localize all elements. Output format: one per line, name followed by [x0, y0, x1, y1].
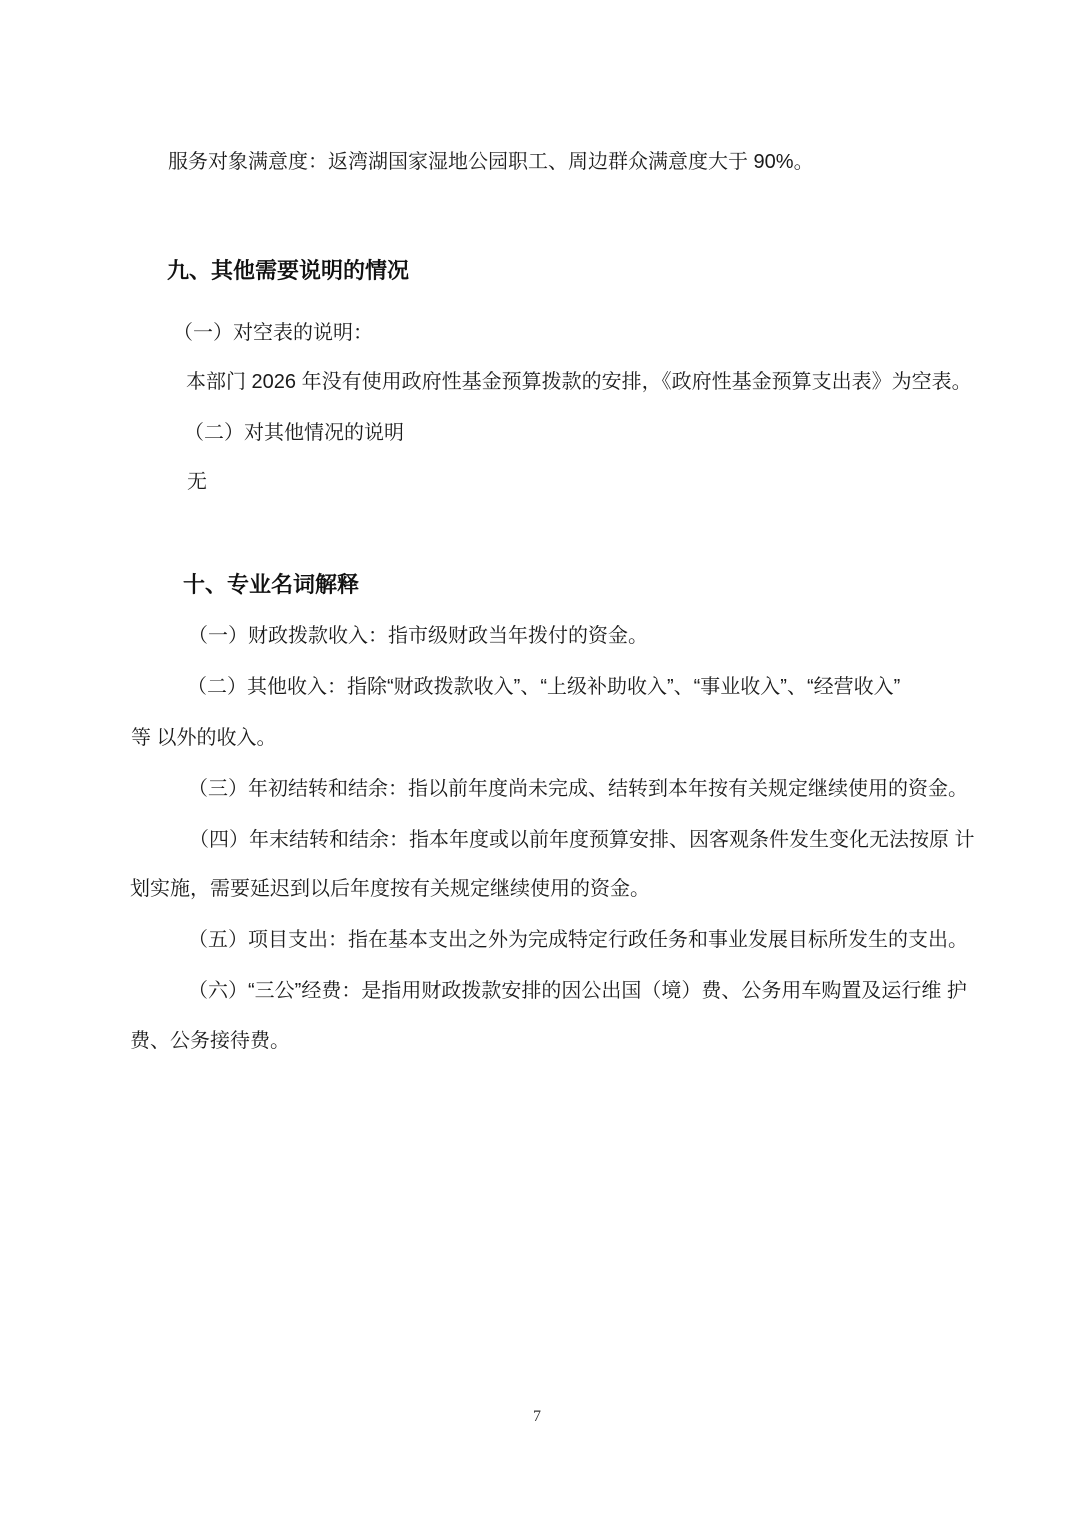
term-two-line-one: （二）其他收入：指除“财政拨款收入”、“上级补助收入”、“事业收入”、“经营收入”	[187, 676, 901, 698]
item-one-empty-table-label: （一）对空表的说明：	[173, 322, 373, 344]
section-ten-heading: 十、专业名词解释	[183, 572, 360, 597]
section-nine-heading: 九、其他需要说明的情况	[167, 258, 410, 283]
empty-table-explanation: 本部门 2026 年没有使用政府性基金预算拨款的安排，《政府性基金预算支出表》为空表。	[186, 371, 972, 393]
item-two-other-label: （二）对其他情况的说明	[184, 422, 404, 444]
term-one: （一）财政拨款收入：指市级财政当年拨付的资金。	[188, 625, 648, 647]
term-four-line-two: 划实施，需要延迟到以后年度按有关规定继续使用的资金。	[130, 878, 650, 900]
term-six-line-two: 费、公务接待费。	[130, 1030, 290, 1052]
service-satisfaction-line: 服务对象满意度：返湾湖国家湿地公园职工、周边群众满意度大于 90%。	[168, 151, 814, 173]
term-five: （五）项目支出：指在基本支出之外为完成特定行政任务和事业发展目标所发生的支出。	[188, 929, 968, 951]
term-six-line-one: （六）“三公”经费：是指用财政拨款安排的因公出国（境）费、公务用车购置及运行维 护	[188, 980, 967, 1002]
term-four-line-one: （四）年末结转和结余：指本年度或以前年度预算安排、因客观条件发生变化无法按原 计	[189, 829, 975, 851]
none-text: 无	[187, 471, 207, 493]
term-two-line-two: 等 以外的收入。	[131, 727, 277, 749]
term-three: （三）年初结转和结余：指以前年度尚未完成、结转到本年按有关规定继续使用的资金。	[188, 778, 968, 800]
page-number: 7	[533, 1408, 541, 1425]
